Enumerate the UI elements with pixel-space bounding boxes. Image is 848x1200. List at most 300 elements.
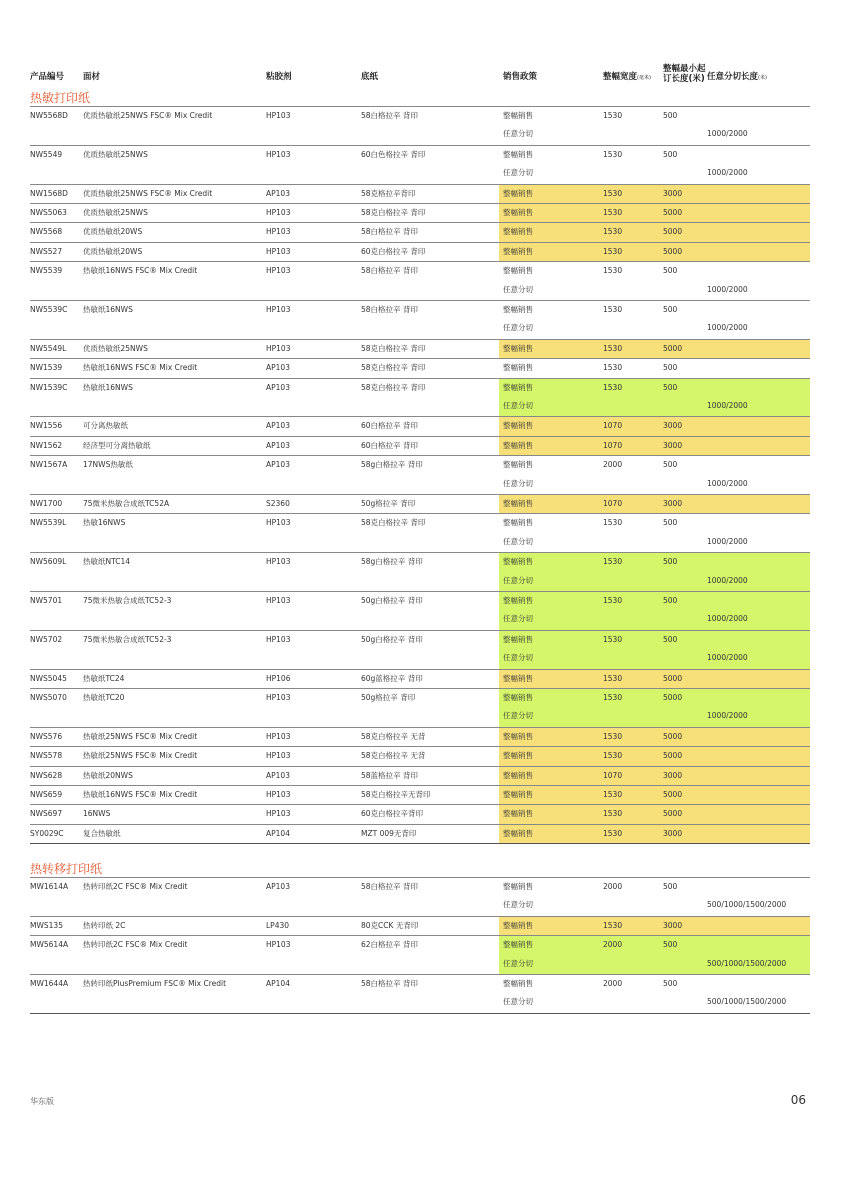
edition-label: 华东版 [30, 1097, 54, 1106]
table-row [30, 475, 810, 494]
liner: MZT 009无背印 [361, 828, 417, 838]
sales-policy: 任意分切 [503, 653, 533, 663]
adhesive: AP103 [266, 363, 290, 373]
adhesive: AP103 [266, 882, 290, 891]
table-row [30, 552, 810, 572]
header-cut-unit: (米) [758, 75, 767, 81]
product-code: NWS659 [30, 790, 63, 799]
adhesive: HP103 [266, 208, 291, 217]
liner: 60白格拉辛 背印 [361, 440, 418, 450]
liner: 80克CCK 无背印 [361, 920, 419, 930]
face-material: 复合热敏纸 [83, 828, 121, 838]
table-row [30, 358, 810, 378]
section-title: 热转移打印纸 [30, 862, 103, 876]
product-code: NW1562 [30, 440, 63, 450]
table-row [30, 378, 810, 398]
sales-policy: 整幅销售 [503, 596, 533, 605]
adhesive: HP103 [266, 790, 291, 799]
roll-width: 1530 [603, 809, 623, 819]
roll-width: 1530 [603, 149, 623, 159]
table-row [30, 935, 810, 955]
roll-width: 1530 [603, 227, 623, 237]
min-order-length: 3000 [663, 440, 683, 450]
row-highlight [499, 689, 810, 708]
liner: 58克白格拉辛 无背 [361, 751, 426, 761]
header-cut-label: 任意分切长度 [707, 72, 759, 82]
face-material: 热敏纸16NWS FSC® Mix Credit [83, 266, 198, 276]
min-order-length: 3000 [663, 499, 683, 508]
product-code: NW5701 [30, 596, 63, 605]
adhesive: HP103 [266, 731, 291, 741]
min-order-length: 500 [663, 979, 678, 988]
liner: 58克白格拉辛 背印 [361, 518, 426, 528]
min-order-length: 5000 [663, 208, 683, 217]
table-row [30, 688, 810, 708]
roll-width: 1070 [603, 421, 623, 431]
row-highlight [499, 379, 810, 398]
min-order-length: 500 [663, 363, 678, 373]
table-row [30, 261, 810, 281]
face-material: 热敏纸16NWS FSC® Mix Credit [83, 363, 198, 373]
cut-length: 1000/2000 [707, 575, 748, 585]
table-row [30, 572, 810, 591]
face-material: 优质热敏纸25NWS [83, 208, 148, 217]
product-code: NW1567A [30, 460, 68, 470]
min-order-length: 500 [663, 882, 678, 891]
row-highlight [499, 917, 810, 936]
min-order-length: 5000 [663, 343, 683, 353]
liner: 60白色格拉辛 背印 [361, 149, 426, 159]
min-order-length: 5000 [663, 731, 683, 741]
sales-policy: 整幅销售 [503, 266, 533, 276]
product-code: NW1568D [30, 188, 68, 198]
product-code: MW1644A [30, 979, 69, 988]
adhesive: AP103 [266, 460, 290, 470]
sales-policy: 整幅销售 [503, 111, 533, 120]
sales-policy: 整幅销售 [503, 828, 533, 838]
roll-width: 1070 [603, 770, 623, 780]
table-bottom-rule [30, 843, 810, 844]
sales-policy: 整幅销售 [503, 440, 533, 450]
face-material: 热转印纸PlusPremium FSC® Mix Credit [83, 979, 227, 988]
sales-policy: 任意分切 [503, 478, 533, 488]
sales-policy: 整幅销售 [503, 208, 533, 217]
adhesive: AP104 [266, 828, 290, 838]
table-row [30, 630, 810, 650]
product-code: NW5702 [30, 634, 63, 644]
sales-policy: 整幅销售 [503, 751, 533, 761]
product-code: NWS527 [30, 246, 63, 256]
adhesive: AP103 [266, 382, 290, 392]
sales-policy: 任意分切 [503, 958, 533, 968]
adhesive: HP103 [266, 227, 291, 237]
row-highlight [499, 185, 810, 204]
header-cut [707, 70, 767, 82]
adhesive: HP103 [266, 634, 291, 644]
face-material: 75微米热敏合成纸TC52-3 [83, 596, 172, 605]
roll-width: 1530 [603, 790, 623, 799]
row-highlight [499, 572, 810, 591]
table-row [30, 184, 810, 204]
product-code: NWS578 [30, 751, 63, 761]
row-highlight [499, 936, 810, 955]
table-row [30, 125, 810, 144]
liner: 58白格拉辛 背印 [361, 266, 418, 276]
roll-width: 1530 [603, 596, 623, 605]
face-material: 热敏纸TC20 [83, 693, 125, 702]
liner: 50g格拉辛 背印 [361, 693, 416, 702]
adhesive: LP430 [266, 920, 290, 930]
table-row [30, 707, 810, 726]
table-row [30, 974, 810, 994]
sales-policy: 整幅销售 [503, 188, 533, 198]
roll-width: 1530 [603, 920, 623, 930]
sales-policy: 整幅销售 [503, 305, 533, 314]
table-row [30, 727, 810, 747]
cut-length: 1000/2000 [707, 284, 748, 294]
cut-length: 1000/2000 [707, 168, 748, 178]
face-material: 优质热敏纸25NWS [83, 343, 148, 353]
sales-policy: 整幅销售 [503, 557, 533, 567]
row-highlight [499, 670, 810, 689]
table-row [30, 669, 810, 689]
header-adhesive: 粘胶剂 [266, 72, 292, 82]
row-highlight [499, 204, 810, 223]
header-width-label: 整幅宽度 [603, 72, 638, 82]
header-min-line2: 订长度(米) [663, 74, 705, 84]
face-material: 热敏纸16NWS FSC® Mix Credit [83, 790, 198, 799]
row-highlight [499, 223, 810, 242]
product-code: MW5614A [30, 940, 69, 950]
sales-policy: 整幅销售 [503, 518, 533, 528]
product-code: NW1556 [30, 421, 63, 431]
sales-policy: 整幅销售 [503, 790, 533, 799]
liner: 58白格拉辛 背印 [361, 111, 418, 120]
liner: 58蓝格拉辛 背印 [361, 770, 418, 780]
face-material: 热敏纸NTC14 [83, 557, 131, 567]
cut-length: 1000/2000 [707, 614, 748, 624]
sales-policy: 整幅销售 [503, 227, 533, 237]
liner: 60克白格拉辛背印 [361, 809, 424, 819]
roll-width: 1530 [603, 828, 623, 838]
roll-width: 1530 [603, 188, 623, 198]
sales-policy: 整幅销售 [503, 634, 533, 644]
table-row [30, 513, 810, 533]
table-row [30, 494, 810, 514]
product-code: NWS5045 [30, 673, 67, 683]
row-highlight [499, 437, 810, 456]
liner: 60白格拉辛 背印 [361, 421, 418, 431]
table-row [30, 300, 810, 320]
header-policy: 销售政策 [503, 72, 538, 82]
row-highlight [499, 631, 810, 650]
min-order-length: 500 [663, 305, 678, 314]
table-row [30, 533, 810, 552]
roll-width: 1530 [603, 305, 623, 314]
roll-width: 1530 [603, 634, 623, 644]
row-highlight [499, 592, 810, 611]
liner: 58g白格拉辛 背印 [361, 460, 423, 470]
page-number: 06 [790, 1093, 806, 1107]
roll-width: 1530 [603, 208, 623, 217]
product-code: NW5568 [30, 227, 63, 237]
table-row [30, 106, 810, 126]
adhesive: AP103 [266, 188, 290, 198]
min-order-length: 500 [663, 634, 678, 644]
adhesive: HP103 [266, 246, 291, 256]
cut-length: 500/1000/1500/2000 [707, 900, 787, 910]
table-row [30, 164, 810, 183]
header-min-line1: 整幅最小起 [663, 64, 706, 74]
product-code: NWS5070 [30, 693, 67, 702]
sales-policy: 整幅销售 [503, 770, 533, 780]
sales-policy: 任意分切 [503, 997, 533, 1007]
table-row [30, 242, 810, 262]
min-order-length: 3000 [663, 828, 683, 838]
min-order-length: 3000 [663, 770, 683, 780]
liner: 58克白格拉辛 背印 [361, 363, 426, 373]
liner: 58克白格拉辛无背印 [361, 790, 431, 799]
liner: 58g白格拉辛 背印 [361, 557, 423, 567]
liner: 58克格拉辛背印 [361, 188, 416, 198]
min-order-length: 5000 [663, 809, 683, 819]
liner: 50g白格拉辛 背印 [361, 596, 423, 605]
sales-policy: 整幅销售 [503, 499, 533, 508]
table-bottom-rule [30, 1013, 810, 1014]
adhesive: AP103 [266, 440, 290, 450]
liner: 58白格拉辛 背印 [361, 227, 418, 237]
row-highlight [499, 707, 810, 726]
min-order-length: 500 [663, 518, 678, 528]
table-row [30, 416, 810, 436]
row-highlight [499, 243, 810, 262]
min-order-length: 5000 [663, 790, 683, 799]
liner: 60克白格拉辛 背印 [361, 246, 426, 256]
face-material: 优质热敏纸25NWS FSC® Mix Credit [83, 111, 213, 120]
adhesive: S2360 [266, 499, 290, 508]
cut-length: 1000/2000 [707, 478, 748, 488]
product-code: MW1614A [30, 882, 69, 891]
roll-width: 1070 [603, 440, 623, 450]
header-width-unit: (毫米) [637, 75, 651, 81]
section-title: 热敏打印纸 [30, 91, 91, 105]
table-row [30, 397, 810, 416]
liner: 58白格拉辛 背印 [361, 305, 418, 314]
table-row [30, 785, 810, 805]
cut-length: 1000/2000 [707, 711, 748, 721]
table-header [0, 64, 848, 88]
face-material: 优质热敏纸20WS [83, 227, 143, 237]
table-row [30, 993, 810, 1012]
table-row [30, 955, 810, 974]
adhesive: HP103 [266, 557, 291, 567]
row-highlight [499, 786, 810, 805]
liner: 50g白格拉辛 背印 [361, 634, 423, 644]
product-code: NWS628 [30, 770, 63, 780]
roll-width: 1530 [603, 673, 623, 683]
roll-width: 2000 [603, 460, 623, 470]
sales-policy: 整幅销售 [503, 343, 533, 353]
product-code: MWS135 [30, 920, 63, 930]
cut-length: 1000/2000 [707, 323, 748, 333]
adhesive: HP103 [266, 751, 291, 761]
sales-policy: 整幅销售 [503, 693, 533, 702]
cut-length: 1000/2000 [707, 401, 748, 410]
min-order-length: 5000 [663, 227, 683, 237]
min-order-length: 500 [663, 382, 678, 392]
liner: 58克白格拉辛 无背 [361, 731, 426, 741]
product-code: NW1539C [30, 382, 68, 392]
face-material: 热转印纸2C FSC® Mix Credit [83, 940, 188, 950]
header-code: 产品编号 [30, 72, 65, 82]
row-highlight [499, 397, 810, 416]
row-highlight [499, 610, 810, 629]
min-order-length: 500 [663, 557, 678, 567]
liner: 58克白格拉辛 背印 [361, 343, 426, 353]
row-highlight [499, 767, 810, 786]
roll-width: 1530 [603, 111, 623, 120]
table-row [30, 766, 810, 786]
sales-policy: 整幅销售 [503, 421, 533, 431]
sales-policy: 整幅销售 [503, 363, 533, 373]
table-row [30, 896, 810, 915]
table-row [30, 222, 810, 242]
face-material: 热敏纸TC24 [83, 673, 125, 683]
sales-policy: 任意分切 [503, 711, 533, 721]
min-order-length: 500 [663, 266, 678, 276]
product-code: SY0029C [30, 828, 64, 838]
row-highlight [499, 805, 810, 824]
cut-length: 500/1000/1500/2000 [707, 958, 787, 968]
product-code: NW5568D [30, 111, 68, 120]
header-liner: 底纸 [361, 72, 379, 82]
face-material: 经济型可分离热敏纸 [83, 440, 151, 450]
product-code: NW5609L [30, 557, 67, 567]
adhesive: HP103 [266, 940, 291, 950]
table-row [30, 203, 810, 223]
product-code: NW5539L [30, 518, 67, 528]
sales-policy: 整幅销售 [503, 809, 533, 819]
adhesive: HP103 [266, 596, 291, 605]
face-material: 17NWS热敏纸 [83, 460, 133, 470]
header-min-length [663, 64, 706, 84]
sales-policy: 整幅销售 [503, 940, 533, 950]
row-highlight [499, 825, 810, 844]
min-order-length: 500 [663, 149, 678, 159]
table-row [30, 319, 810, 338]
cut-length: 500/1000/1500/2000 [707, 997, 787, 1007]
table-row [30, 610, 810, 629]
liner: 62白格拉辛 背印 [361, 940, 418, 950]
row-highlight [499, 340, 810, 359]
adhesive: HP103 [266, 693, 291, 702]
adhesive: HP103 [266, 149, 291, 159]
face-material: 75微米热敏合成纸TC52-3 [83, 634, 172, 644]
face-material: 75微米热敏合成纸TC52A [83, 499, 170, 508]
liner: 58克白格拉辛 背印 [361, 208, 426, 217]
table-row [30, 746, 810, 766]
face-material: 优质热敏纸25NWS FSC® Mix Credit [83, 188, 213, 198]
roll-width: 1530 [603, 382, 623, 392]
adhesive: HP103 [266, 305, 291, 314]
roll-width: 1530 [603, 246, 623, 256]
face-material: 热敏纸20NWS [83, 770, 133, 780]
face-material: 热转印纸2C FSC® Mix Credit [83, 882, 188, 891]
row-highlight [499, 649, 810, 668]
row-highlight [499, 553, 810, 572]
row-highlight [499, 495, 810, 514]
sales-policy: 任意分切 [503, 536, 533, 546]
adhesive: AP104 [266, 979, 290, 988]
adhesive: HP103 [266, 518, 291, 528]
sales-policy: 任意分切 [503, 575, 533, 585]
cut-length: 1000/2000 [707, 536, 748, 546]
product-code: NW1539 [30, 363, 63, 373]
sales-policy: 整幅销售 [503, 920, 533, 930]
min-order-length: 5000 [663, 246, 683, 256]
roll-width: 2000 [603, 940, 623, 950]
face-material: 热敏纸16NWS [83, 382, 133, 392]
cut-length: 1000/2000 [707, 653, 748, 663]
liner: 60g蓝格拉辛 背印 [361, 673, 423, 683]
product-code: NW5539C [30, 305, 68, 314]
roll-width: 2000 [603, 882, 623, 891]
min-order-length: 5000 [663, 751, 683, 761]
sales-policy: 任意分切 [503, 284, 533, 294]
adhesive: HP103 [266, 266, 291, 276]
sales-policy: 任意分切 [503, 129, 533, 139]
min-order-length: 3000 [663, 920, 683, 930]
min-order-length: 3000 [663, 188, 683, 198]
sales-policy: 任意分切 [503, 168, 533, 178]
table-row [30, 649, 810, 668]
adhesive: HP103 [266, 111, 291, 120]
face-material: 16NWS [83, 809, 111, 819]
table-row [30, 591, 810, 611]
min-order-length: 500 [663, 111, 678, 120]
table-row [30, 804, 810, 824]
face-material: 热敏纸25NWS FSC® Mix Credit [83, 751, 198, 761]
sales-policy: 整幅销售 [503, 246, 533, 256]
product-code: NW1700 [30, 499, 63, 508]
header-width [603, 70, 651, 82]
table-row [30, 916, 810, 936]
product-code: NW5539 [30, 266, 63, 276]
roll-width: 1530 [603, 343, 623, 353]
table-row [30, 281, 810, 300]
face-material: 优质热敏纸20WS [83, 246, 143, 256]
face-material: 可分离热敏纸 [83, 421, 128, 431]
liner: 58白格拉辛 背印 [361, 979, 418, 988]
min-order-length: 5000 [663, 693, 683, 702]
table-row [30, 436, 810, 456]
product-code: NWS697 [30, 809, 63, 819]
cut-length: 1000/2000 [707, 129, 748, 139]
sales-policy: 整幅销售 [503, 979, 533, 988]
sales-policy: 任意分切 [503, 900, 533, 910]
adhesive: HP106 [266, 673, 291, 683]
table-row [30, 339, 810, 359]
row-highlight [499, 417, 810, 436]
face-material: 热转印纸 2C [83, 920, 126, 930]
adhesive: HP103 [266, 343, 291, 353]
face-material: 优质热敏纸25NWS [83, 149, 148, 159]
adhesive: HP103 [266, 809, 291, 819]
adhesive: AP103 [266, 770, 290, 780]
roll-width: 1530 [603, 266, 623, 276]
face-material: 热敏16NWS [83, 518, 126, 528]
roll-width: 1530 [603, 693, 623, 702]
